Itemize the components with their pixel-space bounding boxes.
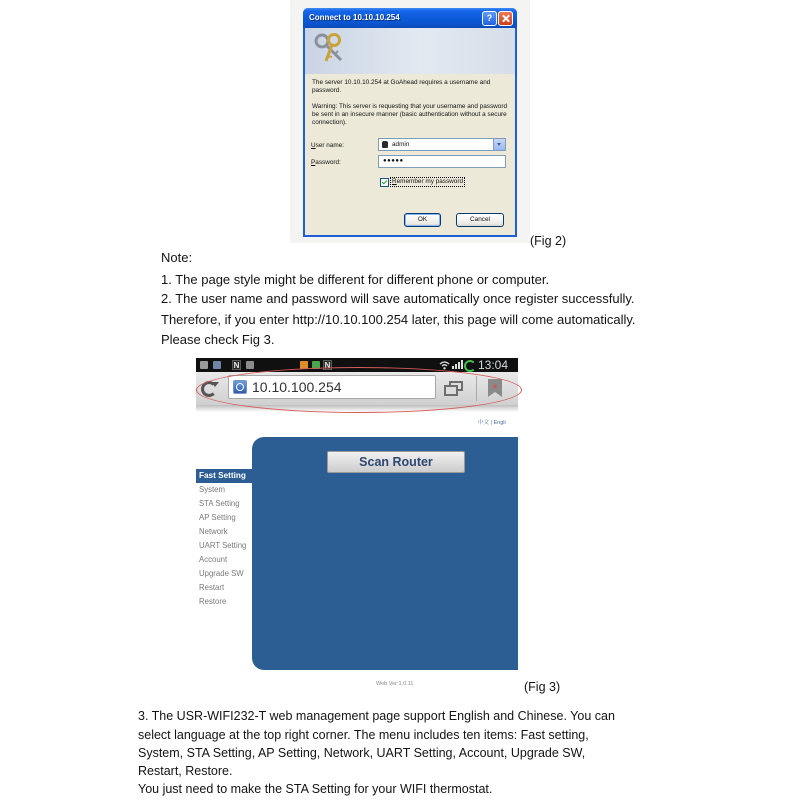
cancel-button[interactable]: Cancel: [456, 213, 504, 227]
url-text: 10.10.100.254: [252, 379, 342, 395]
keys-icon: [313, 32, 347, 64]
login-dialog: [303, 8, 517, 237]
remember-password-label[interactable]: Remember my password: [392, 178, 464, 185]
note-line: Therefore, if you enter http://10.10.100.254 later, this page will come automatically.: [161, 312, 636, 327]
note-line: 1. The page style might be different for different phone or computer.: [161, 272, 550, 287]
dialog-warning: Warning: This server is requesting that your username and password be sent in an insecure manner (basic authentication without a secure connection).: [312, 103, 508, 126]
paragraph-line: You just need to make the STA Setting for your WIFI thermostat.: [138, 782, 493, 796]
photo-icon: [246, 361, 254, 369]
language-links[interactable]: 中文 | Engli: [478, 420, 506, 426]
note-heading: Note:: [161, 250, 193, 265]
menu-item-account[interactable]: Account: [199, 555, 228, 564]
menu-item-sta-setting[interactable]: STA Setting: [199, 499, 240, 508]
dialog-title: Connect to 10.10.10.254: [309, 13, 400, 22]
user-icon: [382, 141, 388, 148]
signal-icon: [452, 358, 462, 372]
paragraph-line: 3. The USR-WIFI232-T web management page support English and Chinese. You can: [138, 709, 615, 723]
password-field[interactable]: [378, 155, 506, 168]
web-version: Web Ver:1.0.11: [376, 681, 414, 687]
password-value: ●●●●●: [383, 158, 404, 164]
fig3-caption: (Fig 3): [524, 680, 561, 694]
notification-n-icon: N: [324, 361, 331, 370]
gallery-icon: [200, 361, 208, 369]
notification-n-icon: N: [233, 361, 240, 370]
scan-router-button[interactable]: Scan Router: [327, 451, 465, 473]
app-notification-icon: [213, 361, 221, 369]
username-value: admin: [392, 141, 410, 148]
password-label: Password:: [311, 159, 341, 166]
paragraph-line: Restart, Restore.: [138, 764, 233, 778]
dialog-banner: [305, 28, 515, 74]
dropdown-arrow-icon[interactable]: [493, 139, 505, 150]
menu-item-network[interactable]: Network: [199, 527, 228, 536]
menu-item-ap-setting[interactable]: AP Setting: [199, 513, 236, 522]
menu-item-fast-setting[interactable]: Fast Setting: [196, 469, 252, 483]
status-time: 13:04: [478, 358, 509, 372]
paragraph-line: select language at the top right corner. The menu includes ten items: Fast setting,: [138, 728, 589, 742]
menu-item-system[interactable]: System: [199, 485, 225, 494]
menu-item-upgrade-sw[interactable]: Upgrade SW: [199, 569, 244, 578]
menu-item-restart[interactable]: Restart: [199, 583, 225, 592]
ok-button[interactable]: OK: [404, 213, 441, 227]
remember-checkbox[interactable]: [380, 178, 389, 187]
username-combobox[interactable]: [378, 138, 506, 151]
close-icon[interactable]: [498, 11, 513, 26]
paragraph-line: System, STA Setting, AP Setting, Network, UART Setting, Account, Upgrade SW,: [138, 746, 586, 760]
sync-icon: [464, 360, 476, 372]
note-line: 2. The user name and password will save automatically once register successfully.: [161, 291, 635, 306]
dialog-title-bar[interactable]: [303, 8, 517, 28]
dialog-message: The server 10.10.10.254 at GoAhead requires a username and password.: [312, 79, 491, 94]
menu-item-uart-setting[interactable]: UART Setting: [199, 541, 247, 550]
wifi-icon: [439, 360, 450, 370]
menu-item-restore[interactable]: Restore: [199, 597, 227, 606]
username-label: User name:: [311, 142, 345, 149]
fig2-caption: (Fig 2): [530, 234, 567, 248]
note-line: Please check Fig 3.: [161, 332, 275, 347]
help-icon[interactable]: ?: [482, 11, 497, 26]
annotation-ellipse: [196, 367, 522, 413]
